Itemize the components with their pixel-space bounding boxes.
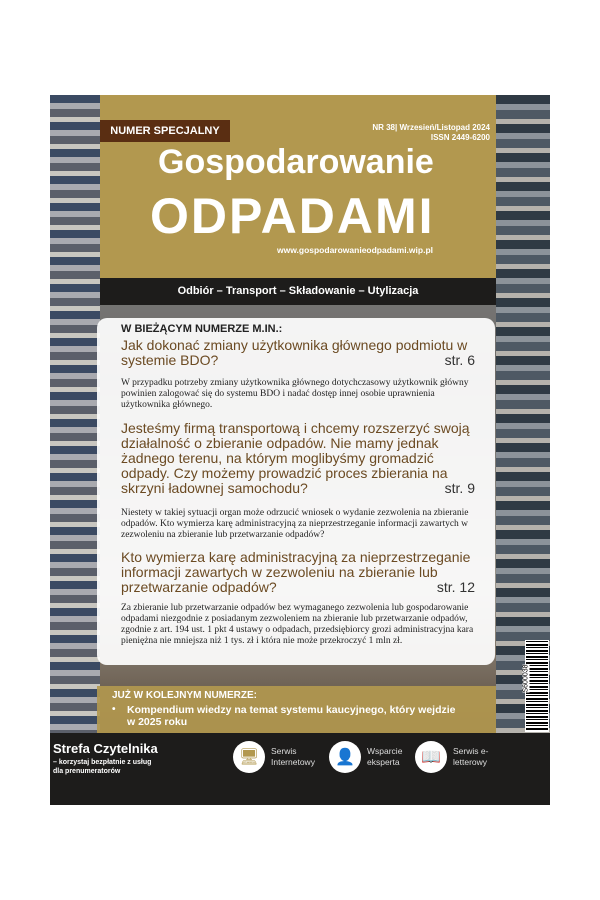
next-issue-box [97,686,496,733]
special-issue-badge: NUMER SPECJALNY [100,120,230,142]
cover-photo-left [50,95,100,735]
article-question [121,421,475,496]
next-issue-item: Kompendium wiedzy na temat systemu kaucyjnego, który wejdzie w 2025 roku [127,704,456,728]
issn: ISSN 2449-6200 [430,133,490,142]
article-question [121,338,475,368]
service-label: Serwis Internetowy [271,746,315,767]
title-line-2: ODPADAMI [150,188,435,244]
article-answer: Za zbieranie lub przetwarzanie odpadów bez wymaganego zezwolenia lub gospodarowanie odpadami niezgodnie z posiadanym zezwoleniem na zbieranie lub przetwarzanie odpadów, zgodnie z art. 194 ust. 1 pkt 4 ustawy o odpadach, przedsiębiorcy grozi administracyjna kara pieniężna nie mniejsza niż 1 tys. zł i która nie może przekroczyć 1 mln zł. [121,603,474,646]
article-question [121,550,475,595]
question-text: Kto wymierza karę administracyjną za nieprzestrzeganie informacji zawartych w zezwoleniu na zbieranie lub przetwarzanie odpadów? [121,549,471,595]
website-url: www.gospodarowanieodpadami.wip.pl [277,245,434,255]
cover-photo-right [496,95,550,735]
question-text: Jak dokonać zmiany użytkownika głównego podmiotu w systemie BDO? [121,337,468,368]
reader-zone [50,733,550,805]
title-line-1: Gospodarowanie [158,143,434,181]
page-ref: str. 12 [436,579,475,595]
contents-heading: W BIEŻĄCYM NUMERZE M.IN.: [121,323,283,335]
service-expert[interactable] [329,741,412,773]
next-issue-heading: JUŻ W KOLEJNYM NUMERZE: [112,690,257,701]
monitor-icon: 🖥 [233,741,265,773]
bullet: • [112,704,116,715]
article-answer: Niestety w takiej sytuacji organ może odrzucić wniosek o wydanie zezwolenia na zbieranie odpadów. Kto wymierza karę administracyjną za nieprzestrzeganie informacji zawartych w zezwoleniu na zbieranie lub przetwarzanie odpadów? [121,508,469,540]
service-newsletter[interactable] [415,741,498,773]
issue-info [372,123,490,143]
page-ref: str. 9 [444,480,475,496]
magazine-cover [50,95,550,805]
article-answer: W przypadku potrzeby zmiany użytkownika głównego dotychczasowy użytkownik główny powinien zalogować się do systemu BDO i nadać dostęp innej osobie uprawnienia użytkownika głównego. [121,378,469,410]
reader-zone-subtitle: – korzystaj bezpłatnie z usług dla prenumeratorów [53,759,152,775]
reader-zone-title: Strefa Czytelnika [53,741,158,756]
tagline: Odbiór – Transport – Składowanie – Utylizacja [100,278,496,305]
question-text: Jesteśmy firmą transportową i chcemy rozszerzyć swoją działalność o zbieranie odpadów. Nie mamy jednak żadnego terenu, na którym moglibyśmy gromadzić odpady. Czy możemy prowadzić proces zbierania na skrzyni ładownej samochodu? [121,420,470,496]
contents-panel [97,318,495,665]
book-icon: 📖 [415,741,447,773]
service-label: Serwis e-letterowy [453,746,489,767]
page-ref: str. 6 [444,352,475,368]
service-label: Wsparcie eksperta [367,746,403,767]
issue-number: NR 38| Wrzesień/Listopad 2024 [372,123,490,132]
service-website[interactable] [233,741,321,773]
person-icon: 👤 [329,741,361,773]
barcode-number: S600038 [522,664,530,693]
